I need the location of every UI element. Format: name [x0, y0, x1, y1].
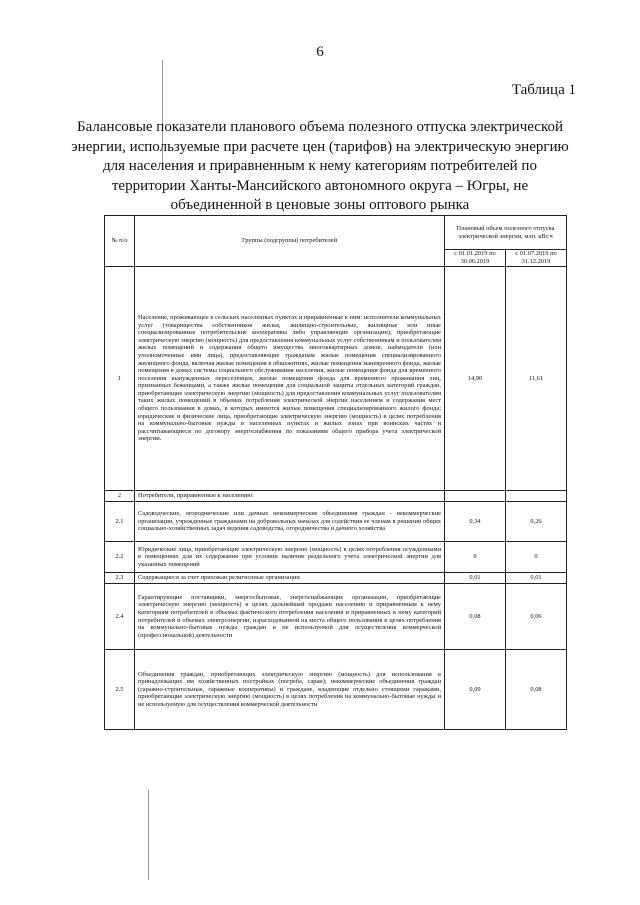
header-volume: Плановый объем полезного отпуска электрической энергии, млн. кВт.ч: [445, 216, 567, 250]
scan-artifact: [148, 790, 149, 880]
table-row: [105, 573, 567, 584]
row-value-2: 0,01: [506, 573, 567, 584]
row-num: 2.1: [105, 502, 135, 542]
table-label: Таблица 1: [511, 82, 576, 98]
row-value-1: 0,34: [445, 502, 506, 542]
row-text: Юридические лица, приобретающие электрическую энергию (мощность) в целях потребления осужденными в помещениях для их содержания при условии наличия раздельного учета электрической энергии для указанных помещений: [135, 542, 445, 573]
row-value-2: 0,06: [506, 584, 567, 650]
table-row: [105, 542, 567, 573]
table-row: [105, 502, 567, 542]
row-text: Гарантирующие поставщики, энергосбытовые, энергоснабжающие организации, приобретающие электрическую энергию (мощность) в целях дальнейшей продажи населению и приравненным к нему категориям потребителей в объемах фактического потребления населения и приравненных к нему категорий потребителей и объемах электроэнергии, израсходованной на места общего пользования в целях потребления на коммунально-бытовые нужды граждан и не используемой для осуществления коммерческой (профессиональной) деятельности: [135, 584, 445, 650]
table-row: [105, 650, 567, 730]
row-value-2: 0,08: [506, 650, 567, 730]
row-value-2: 0,26: [506, 502, 567, 542]
row-value-1: 0,09: [445, 650, 506, 730]
row-text: Садоводческие, огороднические или дачные некоммерческие объединения граждан - некоммерческие организации, учрежденные гражданами на добровольных началах для содействия ее членам в решении общих социально-хозяйственных задач ведения садоводства, огородничества и дачного хозяйства: [135, 502, 445, 542]
row-value-1: 0: [445, 542, 506, 573]
header-period-1: с 01.01.2019 по 30.06.2019: [445, 250, 506, 267]
row-num: 2.2: [105, 542, 135, 573]
header-group: Группы (подгруппы) потребителей: [135, 216, 445, 267]
table-row: [105, 267, 567, 491]
document-title: Балансовые показатели планового объема полезного отпуска электрической энергии, используемые при расчете цен (тарифов) на электрическую энергию для населения и приравненным к нему категориям потребителей по территории Ханты-Мансийского автономного округа – Югры, не объединенной в ценовые зоны оптового рынка: [71, 119, 569, 213]
row-value-1: 0,08: [445, 584, 506, 650]
row-num: 2.5: [105, 650, 135, 730]
row-text: Население, проживающее в сельских населенных пунктах и приравненные к ним: исполнители коммунальных услуг (товарищества собственников жилья, жилищно-строительные, жилищные или иные специализированные потребительские кооперативы либо управляющие организации), приобретающие электрическую энергию (мощность) для предоставления коммунальных услуг собственникам и пользователям жилых помещений и содержания общего имущества многоквартирных домов; наймодатели (или уполномоченные ими лица), предоставляющие гражданам жилые помещения специализированного жилищного фонда, включая жилые помещения в общежитиях, жилые помещения маневренного фонда, жилые помещения в домах системы социального обслуживания населения, жилые помещения фонда для временного поселения вынужденных переселенцев, жилые помещения фонда для временного проживания лиц, признанных беженцами, а также жилые помещения для социальной защиты отдельных категорий граждан, приобретающие электрическую энергию (мощность) для предоставления коммунальных услуг пользователям таких жилых помещений в объемах потребления электрической энергии населением и содержания мест общего пользования в домах, в которых имеются жилые помещения специализированного жилого фонда; юридические и физические лица, приобретающие электрическую энергию (мощность) в целях потребления на коммунально-бытовые нужды в населенных пунктах и жилых зонах при воинских частях и рассчитывающиеся по договору энергоснабжения по показаниям общего прибора учета электрической энергии.: [135, 267, 445, 491]
row-value-1: 0,01: [445, 573, 506, 584]
page-number: 6: [316, 44, 324, 60]
table-row: [105, 491, 567, 502]
row-value-2: 0: [506, 542, 567, 573]
row-value-2: 11,61: [506, 267, 567, 491]
row-text: Содержащиеся за счет прихожан религиозные организации: [135, 573, 445, 584]
row-text: Потребители, приравненные к населению:: [135, 491, 445, 502]
table-row: [105, 584, 567, 650]
header-period-2: с 01.07.2019 по 31.12.2019: [506, 250, 567, 267]
row-text: Объединения граждан, приобретающих электрическую энергию (мощность) для использования в принадлежащих им хозяйственных постройках (погреба, сараи); некоммерческие объединения граждан (гаражно-строительные, гаражные кооперативы) и граждане, владеющие отдельно стоящими гаражами, приобретающие электрическую энергию (мощность) в целях потребления на коммунально-бытовые нужды и не используемую для осуществления коммерческой деятельности: [135, 650, 445, 730]
row-num: 2.4: [105, 584, 135, 650]
row-value-2: [506, 491, 567, 502]
row-num: 2.3: [105, 573, 135, 584]
row-num: 2: [105, 491, 135, 502]
row-value-1: 14,90: [445, 267, 506, 491]
balance-table: [104, 215, 567, 730]
row-num: 1: [105, 267, 135, 491]
row-value-1: [445, 491, 506, 502]
header-num: № п/о: [105, 216, 135, 267]
